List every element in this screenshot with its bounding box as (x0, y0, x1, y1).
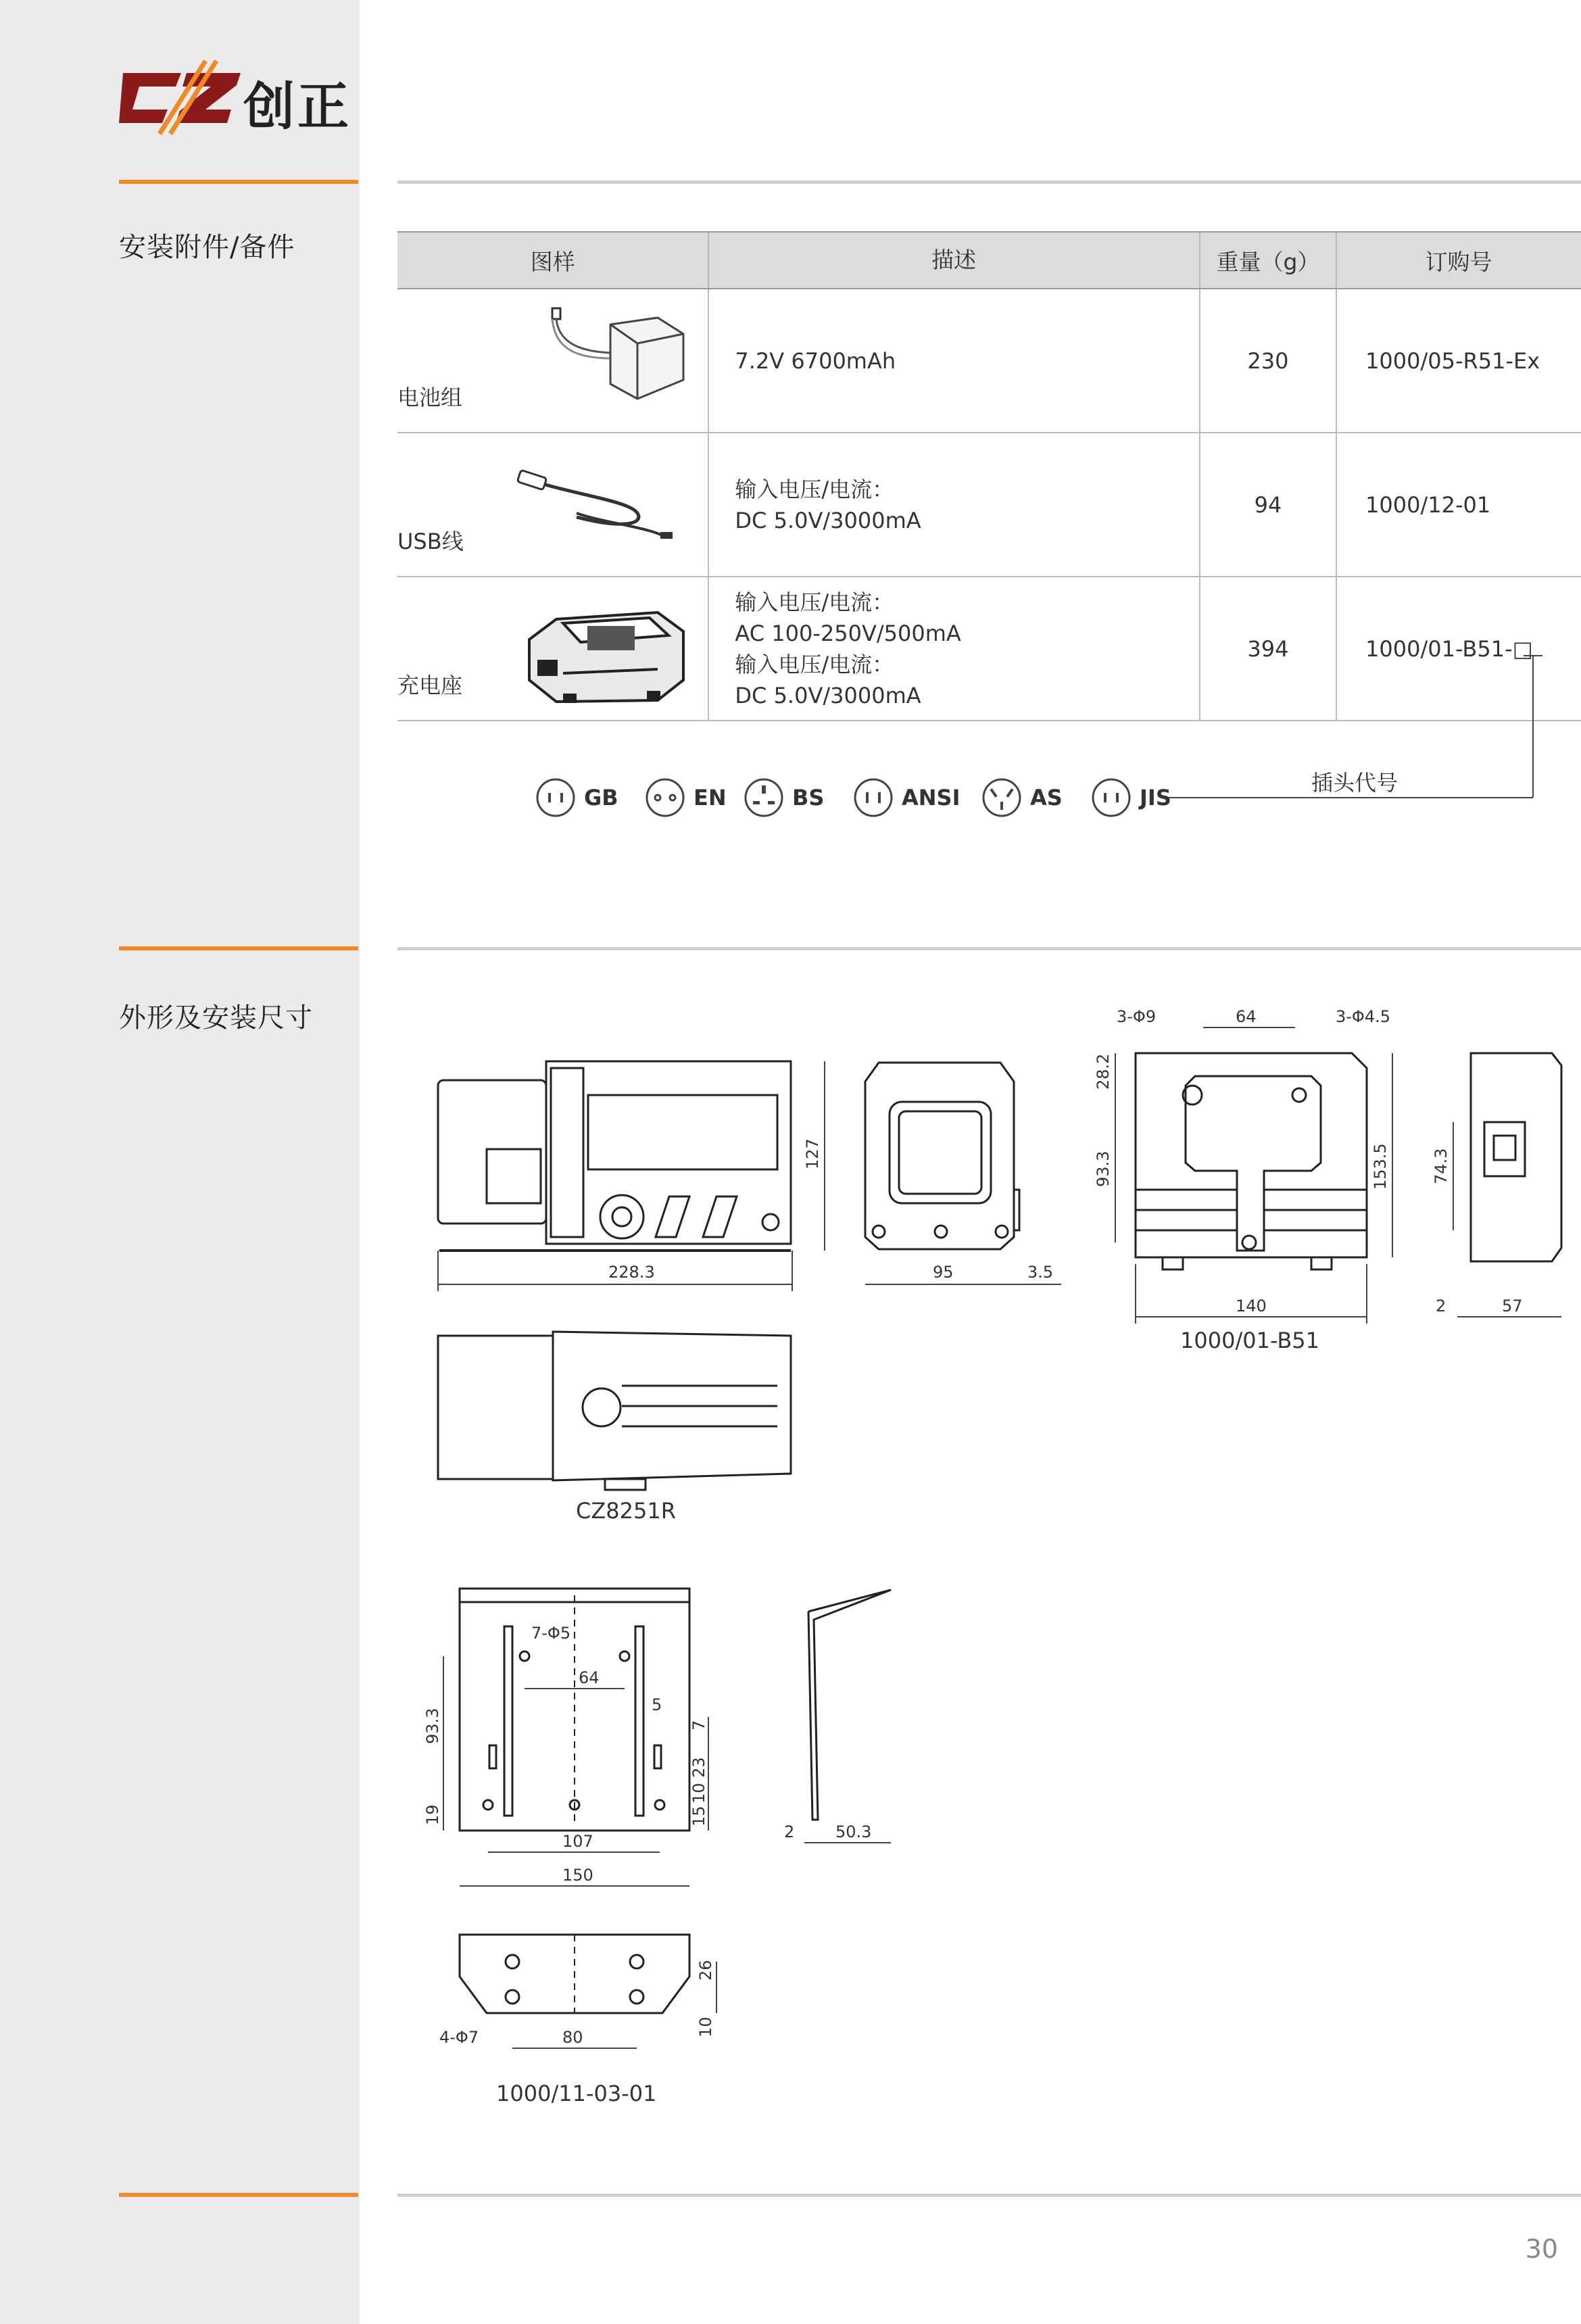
divider-accent-bottom (119, 2193, 358, 2197)
dim-base-spacing: 64 (1236, 1007, 1257, 1026)
dim-base-hole-height: 93.3 (1094, 1151, 1113, 1187)
plug-label: BS (792, 785, 825, 810)
item-description-line: DC 5.0V/3000mA (735, 682, 921, 708)
dim-bracket-r1: 7 (689, 1720, 708, 1730)
dim-base-side-width: 57 (1502, 1297, 1523, 1315)
plug-label: AS (1030, 785, 1063, 810)
dim-bracket-inner-width: 107 (562, 1832, 593, 1851)
dim-base-width: 140 (1236, 1297, 1267, 1315)
dim-bracket2-h1: 26 (696, 1960, 715, 1981)
item-name: 电池组 (397, 385, 463, 410)
table-header-weight: 重量（g） (1200, 232, 1336, 289)
dim-bracket-r4: 15 (689, 1806, 708, 1826)
dimension-lines (438, 1027, 1561, 2048)
lamp-side-view (438, 1061, 791, 1251)
divider-bottom (397, 2194, 1581, 2197)
item-weight: 394 (1200, 577, 1336, 721)
dim-bracket-holes: 7-Φ5 (531, 1624, 571, 1643)
item-weight: 94 (1200, 433, 1336, 577)
item-weight: 230 (1200, 289, 1336, 433)
plug-label: JIS (1140, 785, 1171, 810)
caption-base: 1000/01-B51 (1180, 1328, 1320, 1353)
plug-label: GB (584, 785, 618, 810)
dim-bracket-r3: 10 (689, 1783, 708, 1803)
dim-base-height: 153.5 (1371, 1143, 1390, 1190)
charging-base-top-view (1136, 1053, 1367, 1269)
dim-bracket2-holes: 4-Φ7 (439, 2028, 479, 2047)
brand-name: 创正 (243, 76, 351, 137)
dim-base-top-offset: 28.2 (1094, 1053, 1113, 1090)
dim-bracket-slot: 5 (652, 1695, 662, 1714)
item-description-line: 输入电压/电流： (735, 476, 894, 502)
page-number: 30 (1525, 2234, 1558, 2264)
item-name: 充电座 (397, 673, 463, 698)
dim-bracket-spacing: 64 (579, 1668, 600, 1687)
dim-bracket-side-thick: 2 (784, 1822, 795, 1841)
item-description-line: 输入电压/电流： (735, 651, 894, 677)
dim-bracket-r2: 23 (689, 1757, 708, 1778)
dim-base-side-height: 74.3 (1432, 1148, 1451, 1184)
bracket-side-view (808, 1590, 891, 1820)
dim-bracket-side-width: 50.3 (835, 1822, 872, 1841)
lamp-front-view (865, 1063, 1019, 1249)
item-name: USB线 (397, 529, 464, 554)
dim-bracket-left-bottom: 19 (423, 1804, 442, 1825)
dim-bracket2-h2: 10 (696, 2016, 715, 2037)
table-header-order-no: 订购号 (1336, 232, 1581, 289)
item-description: 7.2V 6700mAh (735, 347, 896, 374)
section-title-dimensions: 外形及安装尺寸 (119, 1002, 313, 1034)
dim-lamp-height: 127 (803, 1138, 822, 1169)
plug-label: ANSI (902, 785, 960, 810)
item-description-line: AC 100-250V/500mA (735, 620, 961, 646)
item-order-no: 1000/12-01 (1336, 433, 1581, 577)
dim-bracket2-spacing: 80 (562, 2028, 583, 2047)
caption-bracket: 1000/11-03-01 (496, 2081, 657, 2106)
dim-base-side-thick: 2 (1436, 1297, 1446, 1315)
dim-lamp-front-width: 95 (933, 1263, 954, 1282)
caption-lamp: CZ8251R (576, 1498, 676, 1524)
dim-lamp-front-offset: 3.5 (1027, 1263, 1054, 1282)
dim-bracket-left-height: 93.3 (423, 1708, 442, 1744)
plug-code-label: 插头代号 (1311, 770, 1398, 796)
dim-bracket-outer-width: 150 (562, 1866, 593, 1885)
charging-base-side-view (1471, 1053, 1561, 1261)
dim-base-hole2: 3-Φ4.5 (1336, 1007, 1390, 1026)
item-order-no: 1000/05-R51-Ex (1336, 289, 1581, 433)
item-description-line: DC 5.0V/3000mA (735, 507, 921, 533)
table-header-description: 描述 (708, 232, 1199, 289)
item-description-line: 输入电压/电流： (735, 589, 894, 615)
lamp-top-view (438, 1332, 791, 1490)
item-order-no: 1000/01-B51-□ (1336, 577, 1581, 721)
dim-lamp-width: 228.3 (608, 1263, 655, 1282)
section-title-accessories: 安装附件/备件 (119, 232, 295, 263)
dim-base-hole1: 3-Φ9 (1117, 1007, 1157, 1026)
plug-label: EN (694, 785, 727, 810)
table-header-image: 图样 (397, 232, 708, 289)
bracket-bottom-view (460, 1935, 689, 2013)
